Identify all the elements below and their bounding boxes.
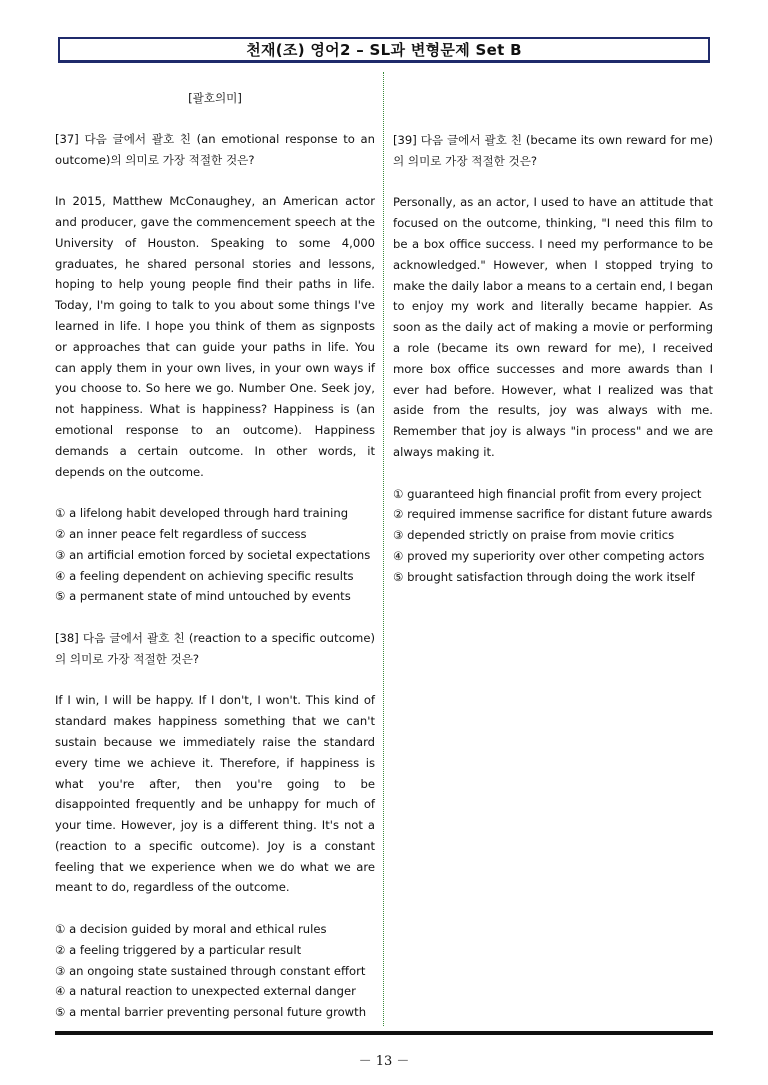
answer-option: ⑤ brought satisfaction through doing the work itself bbox=[393, 569, 695, 584]
answer-option: ④ a feeling dependent on achieving specific results bbox=[55, 568, 354, 583]
question-passage: Personally, as an actor, I used to have an attitude that focused on the outcome, thinking, "I need this film to be a box office success. I need my performance to be acknowledged." However, when I stopped trying to make the daily labor a means to a certain end, I began to enjoy my work and literally became happier. As soon as the daily act of making a movie or performing a role (became its own reward for me), I received more box office successes and more awards than I ever had before. However, what I realized was that aside from the results, joy was always with me. Remember that joy is always "in process" and we are always making it. bbox=[393, 195, 713, 459]
answer-option: ③ an artificial emotion forced by societal expectations bbox=[55, 547, 371, 562]
question-passage: In 2015, Matthew McConaughey, an American actor and producer, gave the commencement speech at the University of Houston. Speaking to some 4,000 graduates, he shared personal stories and lessons, hoping to help young people find their paths in life. Today, I'm going to talk to you about some things I've learned in life. I hope you think of them as signposts or approaches that can guide your paths in life. You can apply them in your own lives, in your own ways if you choose to. So here we go. Number One. Seek joy, not happiness. What is happiness? Happiness is (an emotional response to an outcome). Happiness demands a certain outcome. In other words, it depends on the outcome. bbox=[55, 194, 375, 479]
answer-option: ② a feeling triggered by a particular result bbox=[55, 942, 302, 957]
question-38 bbox=[55, 628, 375, 1023]
question-39 bbox=[393, 130, 713, 588]
question-prompt: [37] 다음 글에서 괄호 친 (an emotional response to an outcome)의 의미로 가장 적절한 것은? bbox=[55, 131, 375, 167]
footer-rule bbox=[55, 1031, 713, 1035]
question-prompt: [38] 다음 글에서 괄호 친 (reaction to a specific outcome)의 의미로 가장 적절한 것은? bbox=[55, 630, 375, 666]
right-column bbox=[393, 130, 713, 608]
page-number: － 13 － bbox=[358, 1054, 410, 1069]
answer-option: ① a lifelong habit developed through hard training bbox=[55, 506, 349, 521]
answer-options bbox=[55, 919, 375, 1023]
answer-options bbox=[55, 503, 375, 607]
left-column bbox=[55, 88, 375, 1044]
header-title: 천재(조) 영어2 – SL과 변형문제 Set B bbox=[246, 41, 522, 59]
answer-option: ③ depended strictly on praise from movie critics bbox=[393, 528, 675, 543]
answer-option: ① a decision guided by moral and ethical rules bbox=[55, 922, 327, 937]
answer-option: ⑤ a mental barrier preventing personal future growth bbox=[55, 1005, 367, 1020]
question-37 bbox=[55, 129, 375, 607]
question-prompt: [39] 다음 글에서 괄호 친 (became its own reward for me)의 의미로 가장 적절한 것은? bbox=[393, 133, 713, 168]
answer-option: ① guaranteed high financial profit from every project bbox=[393, 486, 702, 501]
answer-option: ③ an ongoing state sustained through constant effort bbox=[55, 963, 366, 978]
column-divider bbox=[383, 72, 384, 1026]
question-passage: If I win, I will be happy. If I don't, I won't. This kind of standard makes happiness something that we can't sustain because we immediately raise the standard every time we achieve it. Therefore, if happiness is what you're after, then you're going to be disappointed frequently and be unhappy for much of your time. However, joy is a different thing. It's not a (reaction to a specific outcome). Joy is a constant feeling that we experience when we do what we are meant to do, regardless of the outcome. bbox=[55, 693, 375, 895]
section-tag: [괄호의미] bbox=[188, 91, 242, 105]
answer-option: ④ a natural reaction to unexpected external danger bbox=[55, 984, 356, 999]
answer-option: ⑤ a permanent state of mind untouched by events bbox=[55, 589, 351, 604]
answer-option: ② an inner peace felt regardless of success bbox=[55, 526, 307, 541]
answer-option: ④ proved my superiority over other competing actors bbox=[393, 548, 705, 563]
document-header bbox=[58, 37, 710, 63]
answer-options bbox=[393, 484, 713, 588]
answer-option: ② required immense sacrifice for distant future awards bbox=[393, 507, 713, 522]
